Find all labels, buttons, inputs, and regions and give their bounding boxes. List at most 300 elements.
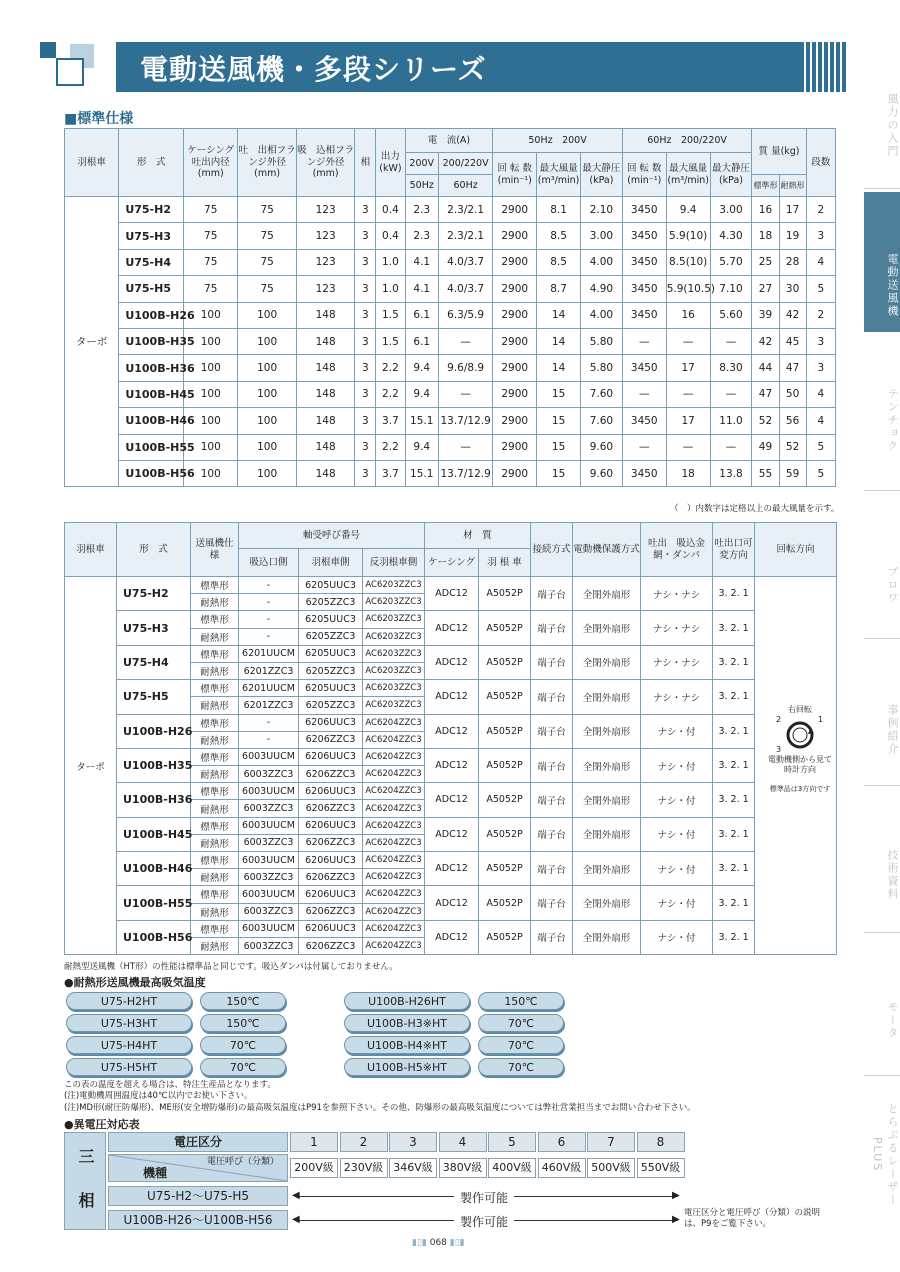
title-stripes xyxy=(800,42,848,92)
voltage-model-label: 機種 xyxy=(143,1166,168,1180)
bearing-suction-std: 6003UUCM xyxy=(239,886,299,903)
bearing-suction-std: 6003UUCM xyxy=(239,817,299,834)
parts-dir-cell: 3. 2. 1 xyxy=(713,817,755,851)
spec-row xyxy=(65,355,836,381)
spec-model-cell: U100B-H46 xyxy=(119,408,184,434)
parts-prot-cell: 全閉外扇形 xyxy=(573,920,641,954)
spec-cell: 1.0 xyxy=(376,276,405,302)
bearing-impeller-heat: 6206ZZC3 xyxy=(299,731,363,748)
spec-cell: 9.4 xyxy=(405,355,438,381)
parts-prot-cell: 全閉外扇形 xyxy=(573,577,641,611)
spec-cell: 148 xyxy=(296,328,355,354)
spec-model-cell: U100B-H45 xyxy=(119,381,184,407)
spec-cell: 100 xyxy=(238,355,297,381)
parts-conn-cell: 端子台 xyxy=(531,714,573,748)
spec-cell: 2900 xyxy=(493,355,537,381)
parts-net-cell: ナシ・付 xyxy=(641,920,713,954)
th-50hz-group: 50Hz 200V xyxy=(493,129,623,153)
spec-cell: 0.4 xyxy=(376,223,405,249)
voltage-call-cell: 346V級 xyxy=(389,1158,437,1178)
spec-cell: 56 xyxy=(779,408,806,434)
spec-model-cell: U75-H2 xyxy=(119,197,184,223)
th-discharge: 吐 出相フランジ外径(mm) xyxy=(238,129,297,197)
parts-net-cell: ナシ・付 xyxy=(641,817,713,851)
bearing-impeller-heat: 6205ZZC3 xyxy=(299,697,363,714)
parts-prot-cell: 全閉外扇形 xyxy=(573,611,641,645)
heat-model-pill: U75-H3HT xyxy=(66,1014,192,1032)
heat-temp-notes xyxy=(64,1080,696,1114)
spec-cell: 3.00 xyxy=(710,197,752,223)
spec-type-heat: 耐熱形 xyxy=(191,731,239,748)
spec-cell: 100 xyxy=(184,434,238,460)
side-tab[interactable]: モータ xyxy=(886,1000,899,1040)
voltage-note: 電圧区分と電圧呼び（分類）の説明は、P9をご覧下さい。 xyxy=(684,1208,821,1230)
parts-row-std xyxy=(65,852,837,869)
bearing-anti-std: AC6204ZZC3 xyxy=(363,817,425,834)
voltage-model-header xyxy=(108,1154,288,1182)
voltage-class-cell: 5 xyxy=(488,1132,536,1152)
spec-cell: 8.5(10) xyxy=(666,249,710,275)
parts-casing-cell: ADC12 xyxy=(425,577,479,611)
spec-cell: 5 xyxy=(806,460,835,486)
bearing-suction-heat: - xyxy=(239,731,299,748)
th2-impeller: 羽根車 xyxy=(65,523,117,577)
th-mass-heat: 耐熱形 xyxy=(779,175,806,197)
voltage-row-model: U100B-H26～U100B-H56 xyxy=(108,1210,288,1230)
bearing-suction-heat: 6201ZZC3 xyxy=(239,662,299,679)
spec-cell: — xyxy=(666,381,710,407)
spec-type-heat: 耐熱形 xyxy=(191,800,239,817)
spec-cell: 2900 xyxy=(493,434,537,460)
spec-cell: 2900 xyxy=(493,460,537,486)
heat-temp-pill: 150℃ xyxy=(200,1014,286,1032)
voltage-call-cell: 460V級 xyxy=(538,1158,586,1178)
spec-cell: 28 xyxy=(779,249,806,275)
spec-row xyxy=(65,381,836,407)
heat-model-pill: U100B-H4※HT xyxy=(344,1036,470,1054)
th2-conn: 接続方式 xyxy=(531,523,573,577)
phase-label: 三 相 xyxy=(64,1132,106,1230)
heat-temp-pill: 70℃ xyxy=(478,1036,564,1054)
spec-cell: 45 xyxy=(779,328,806,354)
spec-cell: 3 xyxy=(355,249,376,275)
parts-conn-cell: 端子台 xyxy=(531,577,573,611)
parts-imp-cell: A5052P xyxy=(479,886,531,920)
bearing-suction-std: 6003UUCM xyxy=(239,920,299,937)
standard-spec-table xyxy=(64,128,836,487)
spec-cell: 2.10 xyxy=(581,197,623,223)
side-tab-divider xyxy=(864,1075,900,1076)
spec-cell: 2900 xyxy=(493,276,537,302)
heat-note: この表の温度を超える場合は、特注生産品となります。 xyxy=(64,1080,276,1090)
parts-prot-cell: 全閉外扇形 xyxy=(573,817,641,851)
spec-cell: 5 xyxy=(806,434,835,460)
side-tab[interactable]: とらぶるレーザーPLUS xyxy=(871,1103,899,1207)
spec-cell: 123 xyxy=(296,276,355,302)
spec-type-heat: 耐熱形 xyxy=(191,662,239,679)
bearing-suction-std: 6201UUCM xyxy=(239,680,299,697)
spec-model-cell: U100B-H55 xyxy=(119,434,184,460)
spec-model-cell: U100B-H26 xyxy=(119,302,184,328)
spec-cell: 2.3/2.1 xyxy=(438,223,492,249)
parts-casing-cell: ADC12 xyxy=(425,817,479,851)
bearing-anti-heat: AC6203ZZC3 xyxy=(363,594,425,611)
spec-cell: 5.80 xyxy=(581,328,623,354)
spec-cell: 15 xyxy=(537,434,581,460)
parts-imp-cell: A5052P xyxy=(479,748,531,782)
parts-row-std xyxy=(65,577,837,594)
spec-cell: 39 xyxy=(752,302,779,328)
parts-casing-cell: ADC12 xyxy=(425,645,479,679)
bearing-anti-heat: AC6203ZZC3 xyxy=(363,628,425,645)
side-tab-active[interactable]: 電動送風機 xyxy=(864,192,900,332)
spec-cell: 4 xyxy=(806,381,835,407)
spec-cell: 100 xyxy=(238,381,297,407)
spec-cell: 16 xyxy=(666,302,710,328)
parts-casing-cell: ADC12 xyxy=(425,680,479,714)
parts-prot-cell: 全閉外扇形 xyxy=(573,748,641,782)
th2-suction-side: 吸込口側 xyxy=(239,549,299,577)
parts-net-cell: ナシ・付 xyxy=(641,852,713,886)
parts-model-cell: U75-H5 xyxy=(117,680,191,714)
bearing-suction-heat: 6003ZZC3 xyxy=(239,766,299,783)
spec-cell: 2.3 xyxy=(405,223,438,249)
spec-cell: 15 xyxy=(537,408,581,434)
spec-cell: 0.4 xyxy=(376,197,405,223)
parts-model-cell: U100B-H46 xyxy=(117,852,191,886)
bearing-anti-heat: AC6203ZZC3 xyxy=(363,697,425,714)
bearing-suction-std: 6003UUCM xyxy=(239,748,299,765)
side-tab[interactable]: 技術資料 xyxy=(886,849,899,901)
spec-type-heat: 耐熱形 xyxy=(191,697,239,714)
th-pressure-50: 最大静圧(kPa) xyxy=(581,153,623,197)
parts-prot-cell: 全閉外扇形 xyxy=(573,783,641,817)
arrow-head-left: ◀ xyxy=(292,1190,300,1201)
bearing-impeller-heat: 6206ZZC3 xyxy=(299,800,363,817)
page-title: 電動送風機・多段シリーズ xyxy=(140,53,487,86)
parts-model-cell: U75-H4 xyxy=(117,645,191,679)
spec-cell: 4.00 xyxy=(581,249,623,275)
spec-cell: 1.5 xyxy=(376,328,405,354)
spec-cell: 13.7/12.9 xyxy=(438,408,492,434)
parts-imp-cell: A5052P xyxy=(479,920,531,954)
parts-spec-table xyxy=(64,522,837,955)
rotation-dir-3: 3 xyxy=(776,745,782,754)
voltage-class-cell: 4 xyxy=(439,1132,487,1152)
heat-temp-pill: 70℃ xyxy=(200,1058,286,1076)
spec-cell: 19 xyxy=(779,223,806,249)
spec-type-std: 標準形 xyxy=(191,817,239,834)
parts-row-std xyxy=(65,817,837,834)
spec-cell: 1.0 xyxy=(376,249,405,275)
spec-cell: 3.00 xyxy=(581,223,623,249)
spec-row xyxy=(65,460,836,486)
parts-casing-cell: ADC12 xyxy=(425,611,479,645)
spec-cell: 4.1 xyxy=(405,276,438,302)
spec-cell: 75 xyxy=(238,197,297,223)
heat-model-pill: U100B-H26HT xyxy=(344,992,470,1010)
bearing-suction-heat: - xyxy=(239,594,299,611)
spec-cell: 30 xyxy=(779,276,806,302)
bearing-suction-heat: - xyxy=(239,628,299,645)
spec-row xyxy=(65,276,836,302)
spec-cell: 3 xyxy=(355,328,376,354)
bearing-impeller-heat: 6206ZZC3 xyxy=(299,834,363,851)
th-current: 電 流(A) xyxy=(405,129,493,153)
parts-dir-cell: 3. 2. 1 xyxy=(713,920,755,954)
spec-cell: 5.80 xyxy=(581,355,623,381)
parts-dir-cell: 3. 2. 1 xyxy=(713,748,755,782)
arrow-head-right: ▶ xyxy=(672,1214,680,1225)
spec-cell: — xyxy=(666,434,710,460)
bearing-impeller-std: 6206UUC3 xyxy=(299,886,363,903)
bearing-anti-std: AC6204ZZC3 xyxy=(363,920,425,937)
bearing-suction-std: - xyxy=(239,714,299,731)
parts-model-cell: U100B-H45 xyxy=(117,817,191,851)
side-tab-divider xyxy=(864,638,900,639)
parts-model-cell: U100B-H56 xyxy=(117,920,191,954)
bearing-impeller-heat: 6205ZZC3 xyxy=(299,594,363,611)
parts-casing-cell: ADC12 xyxy=(425,714,479,748)
spec-cell: 100 xyxy=(238,408,297,434)
spec-cell: 59 xyxy=(779,460,806,486)
th2-bearing: 軸受呼び番号 xyxy=(239,523,425,549)
spec-cell: 3450 xyxy=(622,249,666,275)
th2-model: 形 式 xyxy=(117,523,191,577)
bearing-impeller-std: 6205UUC3 xyxy=(299,680,363,697)
heat-model-pill: U75-H2HT xyxy=(66,992,192,1010)
spec-cell: 3450 xyxy=(622,276,666,302)
bearing-impeller-std: 6206UUC3 xyxy=(299,817,363,834)
spec-cell: 14 xyxy=(537,302,581,328)
spec-cell: 2 xyxy=(806,197,835,223)
th-current-200: 200V xyxy=(405,153,438,175)
spec-cell: 2900 xyxy=(493,328,537,354)
spec-row xyxy=(65,408,836,434)
th-phase: 相 xyxy=(355,129,376,197)
spec-cell: 3450 xyxy=(622,355,666,381)
spec-cell: 2.2 xyxy=(376,355,405,381)
parts-casing-cell: ADC12 xyxy=(425,886,479,920)
spec-cell: 100 xyxy=(184,460,238,486)
voltage-class-cell: 6 xyxy=(538,1132,586,1152)
spec-cell: 2.3 xyxy=(405,197,438,223)
bearing-impeller-std: 6206UUC3 xyxy=(299,714,363,731)
parts-imp-cell: A5052P xyxy=(479,783,531,817)
spec-cell: 8.5 xyxy=(537,223,581,249)
spec-type-heat: 耐熱形 xyxy=(191,594,239,611)
th2-material: 材 質 xyxy=(425,523,531,549)
parts-footnote: 耐熱型送風機（HT形）の性能は標準品と同じです。吸込ダンパは付属しておりません。 xyxy=(64,962,398,972)
spec-cell: 4.30 xyxy=(710,223,752,249)
th-mass: 質 量(kg) xyxy=(752,129,806,175)
voltage-call-cell: 200V級 xyxy=(290,1158,338,1178)
bearing-anti-heat: AC6204ZZC3 xyxy=(363,800,425,817)
spec-type-std: 標準形 xyxy=(191,577,239,594)
bearing-anti-heat: AC6204ZZC3 xyxy=(363,869,425,886)
spec-cell: 100 xyxy=(238,434,297,460)
bearing-suction-std: 6003UUCM xyxy=(239,783,299,800)
spec-type-std: 標準形 xyxy=(191,714,239,731)
bearing-suction-heat: 6003ZZC3 xyxy=(239,903,299,920)
parts-conn-cell: 端子台 xyxy=(531,748,573,782)
spec-cell: 75 xyxy=(184,223,238,249)
parts-conn-cell: 端子台 xyxy=(531,645,573,679)
heat-model-pill: U75-H5HT xyxy=(66,1058,192,1076)
heat-model-pill: U100B-H5※HT xyxy=(344,1058,470,1076)
parts-model-cell: U75-H2 xyxy=(117,577,191,611)
spec-cell: — xyxy=(666,328,710,354)
spec-cell: 49 xyxy=(752,434,779,460)
spec-cell: 4.1 xyxy=(405,249,438,275)
voltage-class-label: 電圧区分 xyxy=(108,1132,288,1152)
rotation-diagram xyxy=(768,704,832,794)
spec-cell: 18 xyxy=(752,223,779,249)
spec-cell: 55 xyxy=(752,460,779,486)
th2-anti-side: 反羽根車側 xyxy=(363,549,425,577)
spec-cell: — xyxy=(438,381,492,407)
side-tab[interactable]: テンチョク xyxy=(886,387,899,453)
parts-row-std xyxy=(65,748,837,765)
rotation-caption: 電動機側から見て時計方向 xyxy=(768,755,832,774)
parts-dir-cell: 3. 2. 1 xyxy=(713,783,755,817)
bearing-impeller-heat: 6206ZZC3 xyxy=(299,903,363,920)
parts-prot-cell: 全閉外扇形 xyxy=(573,645,641,679)
spec-cell: 148 xyxy=(296,355,355,381)
spec-cell: 4.00 xyxy=(581,302,623,328)
spec-cell: 4 xyxy=(806,249,835,275)
bearing-suction-std: 6003UUCM xyxy=(239,852,299,869)
voltage-class-cell: 2 xyxy=(340,1132,388,1152)
bearing-anti-std: AC6204ZZC3 xyxy=(363,886,425,903)
spec-cell: 6.3/5.9 xyxy=(438,302,492,328)
parts-imp-cell: A5052P xyxy=(479,817,531,851)
th-casing: ケーシング吐出内径(mm) xyxy=(184,129,238,197)
spec-type-std: 標準形 xyxy=(191,920,239,937)
spec-model-cell: U100B-H36 xyxy=(119,355,184,381)
th2-spec: 送風機仕様 xyxy=(191,523,239,577)
parts-net-cell: ナシ・ナシ xyxy=(641,611,713,645)
spec-model-cell: U75-H4 xyxy=(119,249,184,275)
parts-prot-cell: 全閉外扇形 xyxy=(573,852,641,886)
spec-cell: 3 xyxy=(355,460,376,486)
bearing-suction-std: - xyxy=(239,577,299,594)
rotation-dir-2: 2 xyxy=(776,715,782,724)
voltage-call-label: 電圧呼び（分類） xyxy=(207,1157,280,1167)
rotation-dir-1: 1 xyxy=(818,715,824,724)
spec-cell: 100 xyxy=(238,302,297,328)
spec-cell: 9.4 xyxy=(405,381,438,407)
spec-cell: 5.70 xyxy=(710,249,752,275)
side-tab[interactable]: 風力の入門 xyxy=(886,92,899,158)
heat-temp-pill: 70℃ xyxy=(478,1014,564,1032)
spec-cell: 4.0/3.7 xyxy=(438,249,492,275)
spec-cell: 17 xyxy=(779,197,806,223)
spec-cell: 3.7 xyxy=(376,408,405,434)
spec-type-heat: 耐熱形 xyxy=(191,869,239,886)
spec-cell: 75 xyxy=(184,276,238,302)
spec-cell: 44 xyxy=(752,355,779,381)
parts-dir-cell: 3. 2. 1 xyxy=(713,886,755,920)
th-rpm-60: 回 転 数(min⁻¹) xyxy=(622,153,666,197)
parts-imp-cell: A5052P xyxy=(479,852,531,886)
bearing-anti-std: AC6203ZZC3 xyxy=(363,611,425,628)
parts-casing-cell: ADC12 xyxy=(425,920,479,954)
side-tab[interactable]: 事例紹介 xyxy=(886,704,899,756)
spec-row xyxy=(65,302,836,328)
spec-cell: — xyxy=(438,328,492,354)
voltage-class-cell: 1 xyxy=(290,1132,338,1152)
parts-imp-cell: A5052P xyxy=(479,680,531,714)
spec-cell: 9.60 xyxy=(581,460,623,486)
voltage-call-cell: 550V級 xyxy=(637,1158,685,1178)
spec-cell: 7.60 xyxy=(581,381,623,407)
voltage-title: ●異電圧対応表 xyxy=(64,1118,140,1131)
spec-cell: 75 xyxy=(238,223,297,249)
bearing-anti-std: AC6204ZZC3 xyxy=(363,748,425,765)
spec-cell: 3.7 xyxy=(376,460,405,486)
parts-imp-cell: A5052P xyxy=(479,611,531,645)
voltage-class-cell: 3 xyxy=(389,1132,437,1152)
bearing-suction-heat: 6003ZZC3 xyxy=(239,800,299,817)
spec-cell: 16 xyxy=(752,197,779,223)
spec-cell: — xyxy=(622,328,666,354)
spec-cell: 100 xyxy=(184,381,238,407)
spec-cell: 25 xyxy=(752,249,779,275)
spec-cell: 100 xyxy=(184,355,238,381)
th-mass-std: 標準形 xyxy=(752,175,779,197)
rotation-label: 右回転 xyxy=(788,705,812,714)
spec-cell: 2.2 xyxy=(376,381,405,407)
spec-cell: 2.2 xyxy=(376,434,405,460)
spec-cell: 8.1 xyxy=(537,197,581,223)
parts-prot-cell: 全閉外扇形 xyxy=(573,680,641,714)
spec-cell: 148 xyxy=(296,434,355,460)
bearing-anti-std: AC6204ZZC3 xyxy=(363,852,425,869)
spec-row xyxy=(65,434,836,460)
side-tab-divider xyxy=(864,785,900,786)
side-tab-divider xyxy=(864,490,900,491)
spec-cell: 3 xyxy=(806,328,835,354)
spec-type-heat: 耐熱形 xyxy=(191,628,239,645)
th-airflow-50: 最大風量(m³/min) xyxy=(537,153,581,197)
side-tab[interactable]: ブロワ xyxy=(886,565,899,605)
spec-type-heat: 耐熱形 xyxy=(191,834,239,851)
spec-cell: 2.3/2.1 xyxy=(438,197,492,223)
bearing-anti-std: AC6203ZZC3 xyxy=(363,645,425,662)
voltage-call-cell: 500V級 xyxy=(587,1158,635,1178)
parts-imp-cell: A5052P xyxy=(479,577,531,611)
spec-cell: 4.0/3.7 xyxy=(438,276,492,302)
bearing-suction-heat: 6201ZZC3 xyxy=(239,697,299,714)
th2-net-damper: 吐出 吸込金網・ダンパ xyxy=(641,523,713,577)
spec-cell: 3450 xyxy=(622,408,666,434)
spec-cell: 148 xyxy=(296,460,355,486)
spec-cell: 123 xyxy=(296,197,355,223)
th-model: 形 式 xyxy=(119,129,184,197)
spec-cell: 3 xyxy=(806,223,835,249)
spec-cell: 15 xyxy=(537,381,581,407)
spec-model-cell: U100B-H56 xyxy=(119,460,184,486)
spec-type-std: 標準形 xyxy=(191,611,239,628)
parts-net-cell: ナシ・ナシ xyxy=(641,680,713,714)
spec-cell: 75 xyxy=(238,249,297,275)
spec-cell: 47 xyxy=(752,381,779,407)
spec-cell: 3 xyxy=(355,355,376,381)
spec-cell: 123 xyxy=(296,249,355,275)
heat-model-pill: U100B-H3※HT xyxy=(344,1014,470,1032)
spec-cell: 3 xyxy=(806,355,835,381)
